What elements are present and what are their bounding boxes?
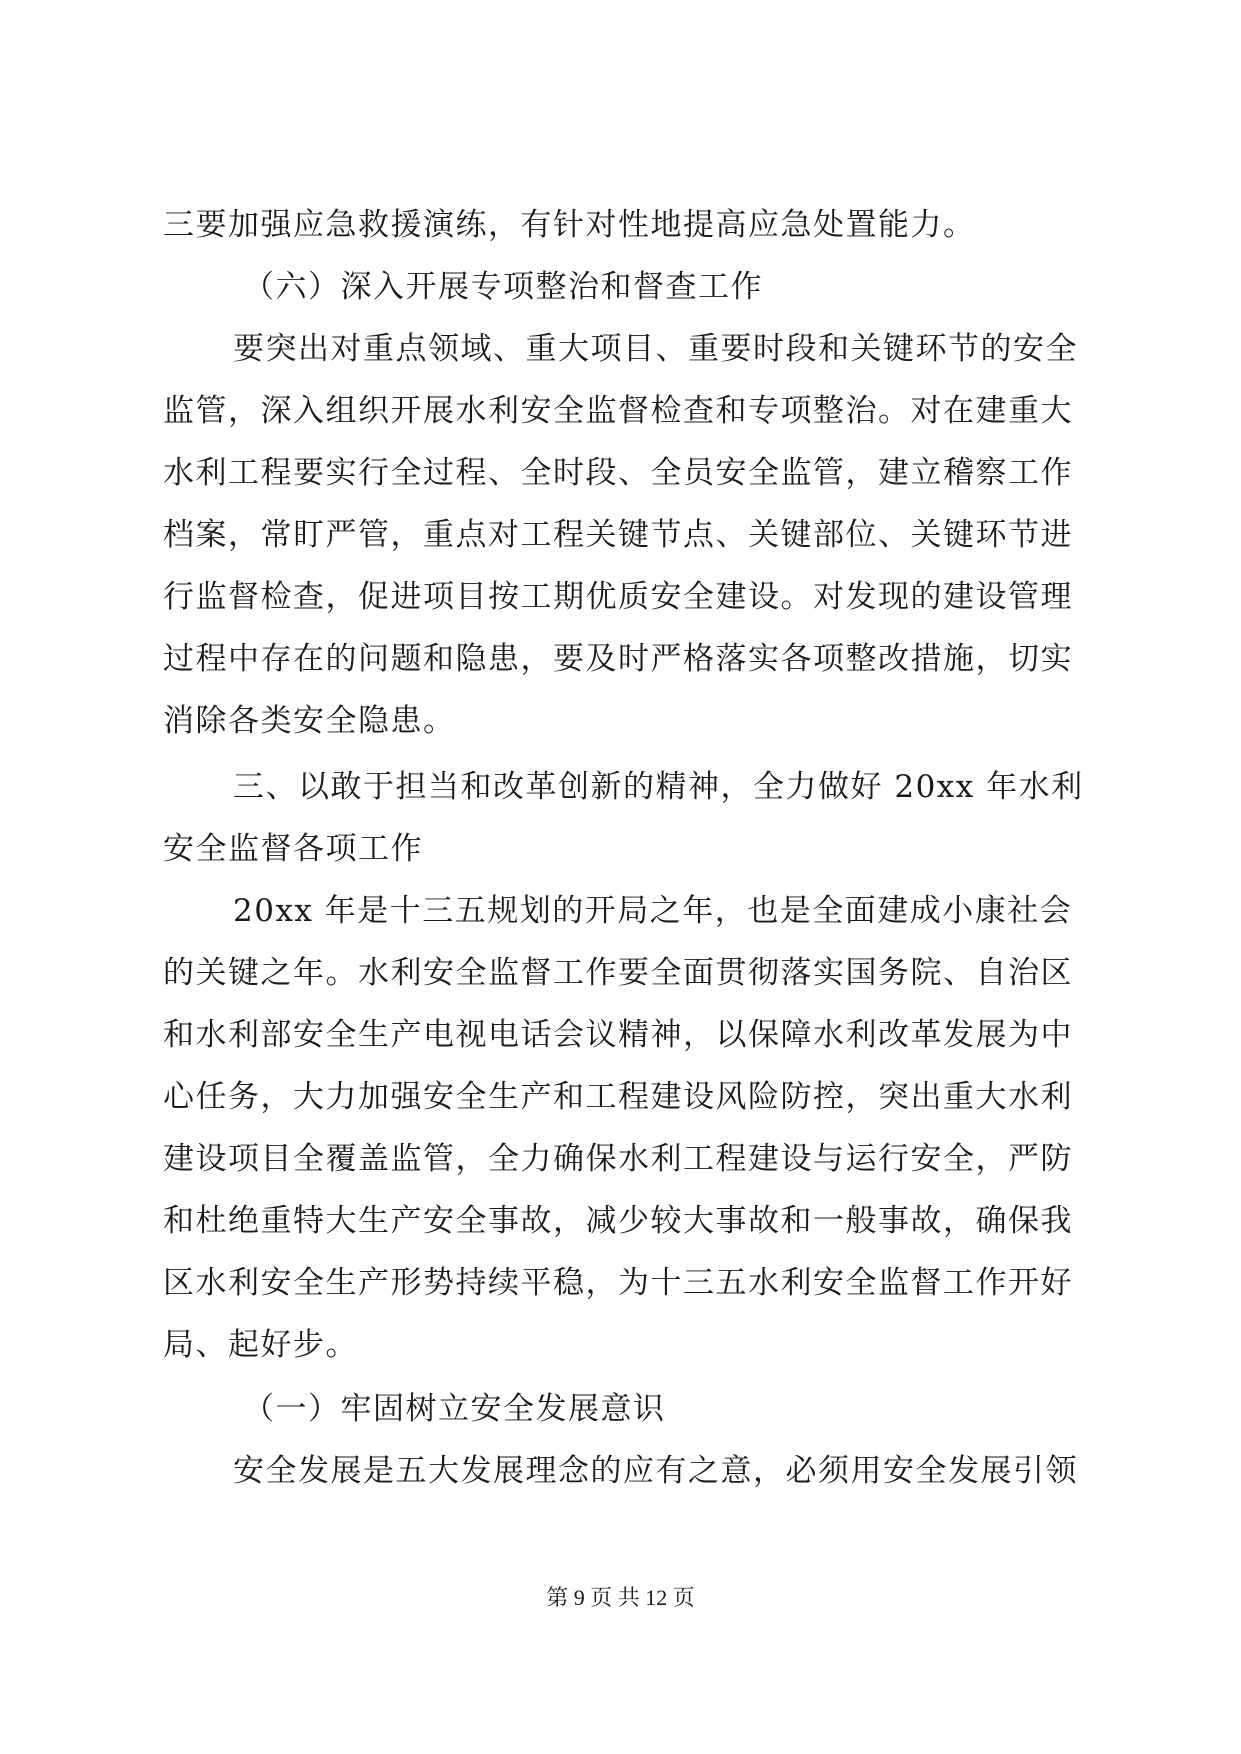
text-line: 建设项目全覆盖监管，全力确保水利工程建设与运行安全，严防: [163, 1141, 1073, 1177]
text-line: 三要加强应急救援演练，有针对性地提高应急处置能力。: [163, 207, 976, 243]
text-line: 监管，深入组织开展水利安全监督检查和专项整治。对在建重大: [163, 393, 1073, 429]
text-line: 行监督检查，促进项目按工期优质安全建设。对发现的建设管理: [163, 579, 1073, 615]
section-heading: （一）牢固树立安全发展意识: [243, 1391, 666, 1427]
text-line: 和水利部安全生产电视电话会议精神，以保障水利改革发展为中: [163, 1017, 1073, 1053]
section-heading: （六）深入开展专项整治和督查工作: [243, 269, 763, 305]
text-line: 档案，常盯严管，重点对工程关键节点、关键部位、关键环节进: [163, 517, 1073, 553]
text-line: 过程中存在的问题和隐患，要及时严格落实各项整改措施，切实: [163, 641, 1073, 677]
text-line: 20xx 年是十三五规划的开局之年，也是全面建成小康社会: [233, 893, 1073, 929]
page-footer: 第 9 页 共 12 页: [546, 1585, 695, 1610]
text-line: 的关键之年。水利安全监督工作要全面贯彻落实国务院、自治区: [163, 955, 1073, 991]
text-line: 要突出对重点领域、重大项目、重要时段和关键环节的安全: [233, 331, 1078, 367]
chapter-heading-cont: 安全监督各项工作: [163, 831, 423, 867]
text-line: 区水利安全生产形势持续平稳，为十三五水利安全监督工作开好: [163, 1265, 1073, 1301]
text-line: 局、起好步。: [163, 1327, 358, 1363]
text-line: 水利工程要实行全过程、全时段、全员安全监管，建立稽察工作: [163, 455, 1073, 491]
chapter-heading: 三、以敢于担当和改革创新的精神，全力做好 20xx 年水利: [233, 769, 1084, 805]
text-line: 消除各类安全隐患。: [163, 703, 456, 739]
text-line: 安全发展是五大发展理念的应有之意，必须用安全发展引领: [233, 1453, 1078, 1489]
text-line: 和杜绝重特大生产安全事故，减少较大事故和一般事故，确保我: [163, 1203, 1073, 1239]
text-line: 心任务，大力加强安全生产和工程建设风险防控，突出重大水利: [163, 1079, 1073, 1115]
